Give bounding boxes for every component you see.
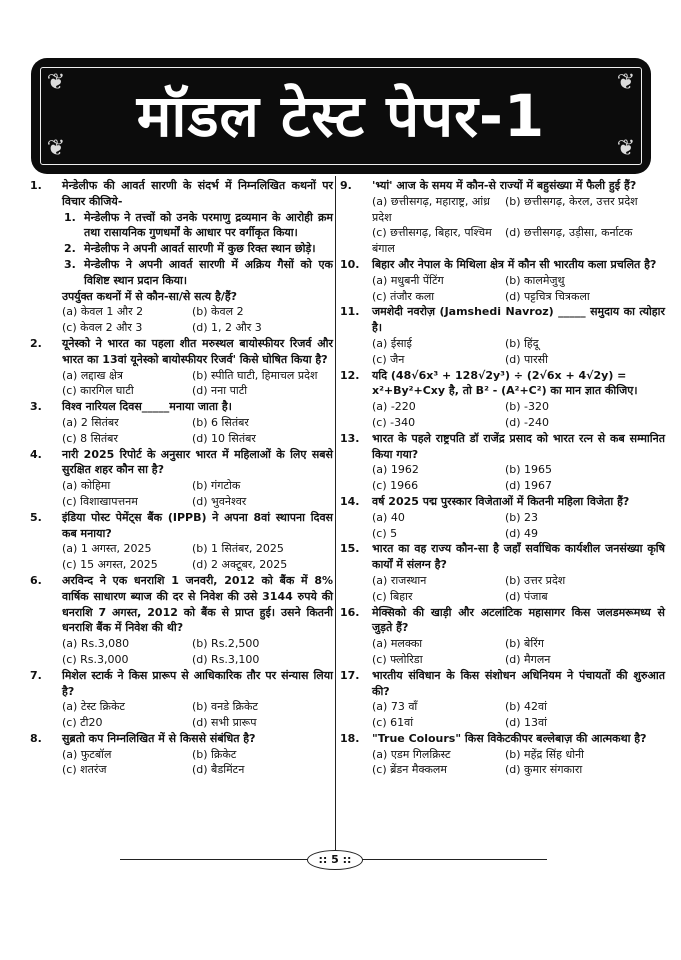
question-text: मिशेल स्टार्क ने किस प्रारूप से आधिकारिक तौर पर संन्यास लिया है? bbox=[62, 668, 333, 698]
question-text: वर्ष 2025 पद्म पुरस्कार विजेताओं में कितनी महिला विजेता हैं? bbox=[372, 494, 630, 508]
question-number: 11. bbox=[340, 305, 360, 319]
question-number: 10. bbox=[340, 257, 360, 271]
question-text: यूनेस्को ने भारत का पहला शीत मरुस्थल बायोस्फीयर रिजर्व और भारत का 13वां यूनेस्को बायोस्फीयर रिजर्व' किसे घोषित किया है? bbox=[62, 336, 333, 366]
question-body bbox=[372, 731, 665, 778]
question bbox=[340, 304, 665, 367]
option-c: (c) 61वां bbox=[372, 716, 414, 730]
question bbox=[30, 510, 333, 573]
question bbox=[340, 668, 665, 731]
option-b: (b) 1965 bbox=[505, 463, 553, 477]
option-b: (b) वनडे क्रिकेट bbox=[192, 700, 258, 714]
question-body bbox=[372, 431, 665, 494]
option-d: (d) 1967 bbox=[505, 479, 553, 493]
options bbox=[62, 415, 333, 447]
question-text: भारत का वह राज्य कौन-सा है जहाँ सर्वाधिक कार्यशील जनसंख्या कृषि कार्यों में संलग्न है? bbox=[372, 542, 665, 572]
option-a: (a) 1 अगस्त, 2025 bbox=[62, 542, 152, 556]
option-a: (a) मधुबनी पेंटिंग bbox=[372, 273, 444, 287]
question-text: नारी 2025 रिपोर्ट के अनुसार भारत में महिलाओं के लिए सबसे सुरक्षित शहर कौन सा है? bbox=[62, 447, 333, 477]
option-b: (b) कालमेजुथु bbox=[505, 273, 565, 287]
question-number: 13. bbox=[340, 431, 360, 445]
ornament-icon: ❦ bbox=[46, 70, 66, 95]
option-c: (c) Rs.3,000 bbox=[62, 652, 129, 666]
right-column bbox=[340, 178, 665, 778]
option-c: (c) तंजौर कला bbox=[372, 289, 435, 303]
option-a: (a) ईसाई bbox=[372, 336, 412, 350]
option-a: (a) एडम गिलक्रिस्ट bbox=[372, 747, 451, 761]
question bbox=[340, 605, 665, 668]
question-number: 8. bbox=[30, 731, 42, 745]
option-a: (a) 1962 bbox=[372, 463, 419, 477]
question-text: यदि (48√6x³ + 128√2y³) ÷ (2√6x + 4√2y) = bbox=[372, 368, 627, 382]
option-b: (b) Rs.2,500 bbox=[192, 637, 260, 651]
question-number: 2. bbox=[30, 336, 42, 350]
question bbox=[30, 447, 333, 510]
options bbox=[372, 573, 665, 605]
question-body bbox=[62, 573, 333, 668]
question-body bbox=[62, 668, 333, 731]
question-number: 12. bbox=[340, 368, 360, 382]
option-b: (b) 6 सितंबर bbox=[192, 415, 249, 429]
page-title: मॉडल टेस्ट पेपर-1 bbox=[136, 82, 546, 150]
option-d: (d) पट्टचित्र चित्रकला bbox=[505, 289, 590, 303]
options bbox=[372, 510, 665, 542]
question-body bbox=[372, 178, 665, 257]
option-b: (b) 42वां bbox=[505, 700, 548, 714]
option-c: (c) शतरंज bbox=[62, 763, 107, 777]
question bbox=[30, 573, 333, 668]
question bbox=[340, 178, 665, 257]
question-text: अरविन्द ने एक धनराशि 1 जनवरी, 2012 को बैंक में 8% वार्षिक साधारण ब्याज की दर से निवेश की उसे 3144 रुपये की धनराशि 7 अगस्त, 2012 को बैंक से प्राप्त हुई। उसने कितनी धनराशि बैंक में निवेश की थी? bbox=[62, 573, 333, 635]
option-c: (c) विशाखापत्तनम bbox=[62, 494, 138, 508]
question-text: भारतीय संविधान के किस संशोधन अधिनियम ने पंचायतों की शुरुआत की? bbox=[372, 668, 665, 698]
option-d: (d) 2 अक्टूबर, 2025 bbox=[192, 558, 288, 572]
options bbox=[62, 304, 333, 336]
question-body bbox=[372, 257, 665, 304]
option-a: (a) केवल 1 और 2 bbox=[62, 305, 144, 319]
question-body bbox=[62, 510, 333, 573]
option-b: (b) हिंदू bbox=[505, 336, 539, 350]
option-c: (c) छत्तीसगढ़, बिहार, पश्चिम बंगाल bbox=[372, 226, 492, 256]
question bbox=[340, 257, 665, 304]
statement bbox=[62, 210, 333, 242]
options bbox=[372, 462, 665, 494]
options bbox=[62, 541, 333, 573]
option-a: (a) छत्तीसगढ़, महाराष्ट्र, आंध्र प्रदेश bbox=[372, 194, 490, 224]
option-c: (c) 5 bbox=[372, 526, 398, 540]
option-b: (b) -320 bbox=[505, 400, 550, 414]
option-c: (c) केवल 2 और 3 bbox=[62, 321, 143, 335]
question-body bbox=[372, 494, 665, 541]
question-number: 6. bbox=[30, 573, 42, 587]
question-text-continued: x²+By²+Cxy है, तो B² - (A²+C²) का मान ज्ञात कीजिए। bbox=[372, 384, 638, 398]
question-number: 1. bbox=[30, 179, 42, 192]
option-c: (c) बिहार bbox=[372, 589, 413, 603]
option-d: (d) 49 bbox=[505, 526, 539, 540]
question-number: 18. bbox=[340, 731, 360, 745]
question bbox=[340, 368, 665, 431]
option-d: (d) छत्तीसगढ़, उड़ीसा, कर्नाटक bbox=[505, 226, 633, 240]
question-number: 3. bbox=[30, 400, 42, 414]
question-number: 7. bbox=[30, 668, 42, 682]
question bbox=[340, 431, 665, 494]
question-body bbox=[62, 336, 333, 399]
ornament-icon: ❦ bbox=[616, 70, 636, 95]
question bbox=[30, 731, 333, 778]
option-a: (a) 73 वाँ bbox=[372, 700, 418, 714]
question-text: इंडिया पोस्ट पेमेंट्स बैंक (IPPB) ने अपना 8वां स्थापना दिवस कब मनाया? bbox=[62, 510, 333, 540]
option-a: (a) -220 bbox=[372, 400, 416, 414]
question-number: 9. bbox=[340, 179, 352, 192]
question-prompt: उपर्युक्त कथनों में से कौन-सा/से सत्य है/हैं? bbox=[62, 289, 238, 303]
option-a: (a) 40 bbox=[372, 510, 405, 524]
option-c: (c) 1966 bbox=[372, 479, 419, 493]
question bbox=[340, 494, 665, 541]
statement-number: 1. bbox=[64, 210, 76, 224]
option-a: (a) 2 सितंबर bbox=[62, 415, 119, 429]
question bbox=[340, 731, 665, 778]
question-body bbox=[62, 731, 333, 778]
option-a: (a) कोहिमा bbox=[62, 479, 111, 493]
left-column bbox=[30, 178, 333, 778]
option-b: (b) 1 सितंबर, 2025 bbox=[192, 542, 284, 556]
question-text: सुब्रतो कप निम्नलिखित में से किससे संबंधित है? bbox=[62, 731, 256, 745]
option-a: (a) लद्दाख क्षेत्र bbox=[62, 368, 123, 382]
option-c: (c) -340 bbox=[372, 415, 416, 429]
column-divider bbox=[335, 176, 336, 856]
options bbox=[62, 478, 333, 510]
statement bbox=[62, 241, 333, 257]
options bbox=[372, 273, 665, 305]
option-b: (b) गंगटोक bbox=[192, 479, 241, 493]
option-d: (d) 13वां bbox=[505, 716, 548, 730]
option-b: (b) स्पीति घाटी, हिमाचल प्रदेश bbox=[192, 368, 318, 382]
options bbox=[62, 747, 333, 779]
option-d: (d) 10 सितंबर bbox=[192, 431, 256, 445]
option-d: (d) 1, 2 और 3 bbox=[192, 321, 262, 335]
question-text: विश्व नारियल दिवस_____मनाया जाता है। bbox=[62, 400, 232, 414]
question-body bbox=[372, 368, 665, 431]
option-a: (a) Rs.3,080 bbox=[62, 637, 130, 651]
question-body bbox=[372, 304, 665, 367]
question-number: 15. bbox=[340, 542, 360, 556]
question bbox=[30, 399, 333, 446]
question-number: 4. bbox=[30, 447, 42, 461]
question-text: भारत के पहले राष्ट्रपति डॉ राजेंद्र प्रसाद को भारत रत्न से कब सम्मानित किया गया? bbox=[372, 431, 665, 461]
question-body bbox=[62, 399, 333, 446]
question bbox=[30, 668, 333, 731]
statement-number: 3. bbox=[64, 257, 76, 271]
question-number: 5. bbox=[30, 510, 42, 524]
question-body bbox=[372, 668, 665, 731]
option-c: (c) फ्लोरिडा bbox=[372, 652, 423, 666]
question bbox=[30, 178, 333, 336]
option-b: (b) महेंद्र सिंह धोनी bbox=[505, 747, 585, 761]
option-d: (d) पंजाब bbox=[505, 589, 548, 603]
question-text: 'भ्यां' आज के समय में कौन-से राज्यों में बहुसंख्या में फैली हुई हैं? bbox=[372, 179, 637, 192]
options bbox=[372, 699, 665, 731]
question-body bbox=[372, 605, 665, 668]
option-d: (d) पारसी bbox=[505, 352, 548, 366]
option-d: (d) भुवनेश्वर bbox=[192, 494, 247, 508]
options bbox=[372, 194, 665, 257]
option-c: (c) टी20 bbox=[62, 716, 103, 730]
options bbox=[62, 636, 333, 668]
question-text: "True Colours" किस विकेटकीपर बल्लेबाज़ की आत्मकथा है? bbox=[372, 731, 647, 745]
option-a: (a) मलक्का bbox=[372, 637, 423, 651]
ornament-icon: ❦ bbox=[46, 136, 66, 161]
option-d: (d) कुमार संगकारा bbox=[505, 763, 583, 777]
option-a: (a) राजस्थान bbox=[372, 573, 427, 587]
question-body bbox=[372, 541, 665, 604]
options bbox=[62, 699, 333, 731]
ornament-icon: ❦ bbox=[616, 136, 636, 161]
option-b: (b) क्रिकेट bbox=[192, 747, 237, 761]
question bbox=[30, 336, 333, 399]
statement-text: मेन्डेलीफ ने अपनी आवर्त सारणी में कुछ रिक्त स्थान छोड़े। bbox=[84, 242, 316, 256]
option-d: (d) सभी प्रारूप bbox=[192, 716, 257, 730]
statement-text: मेन्डेलीफ ने तत्त्वों को उनके परमाणु द्रव्यमान के आरोही क्रम तथा रासायनिक गुणधर्मों के आधार पर वर्गीकृत किया। bbox=[84, 210, 333, 240]
question-text: मेन्डेलीफ की आवर्त सारणी के संदर्भ में निम्नलिखित कथनों पर विचार कीजिये- bbox=[62, 179, 333, 208]
options bbox=[372, 747, 665, 779]
option-d: (d) Rs.3,100 bbox=[192, 652, 260, 666]
question-body bbox=[62, 178, 333, 336]
question-text: मेक्सिको की खाड़ी और अटलांटिक महासागर किस जलडमरूमध्य से जुड़ते हैं? bbox=[372, 605, 665, 635]
option-d: (d) मैगलन bbox=[505, 652, 551, 666]
option-d: (d) बैडमिंटन bbox=[192, 763, 245, 777]
option-b: (b) बेरिंग bbox=[505, 637, 544, 651]
question-text: जमशेदी नवरोज़ (Jamshedi Navroz) _____ समुदाय का त्योहार है। bbox=[372, 305, 665, 335]
options bbox=[372, 336, 665, 368]
statement bbox=[62, 257, 333, 289]
option-b: (b) केवल 2 bbox=[192, 305, 244, 319]
option-c: (c) कारगिल घाटी bbox=[62, 384, 134, 398]
page-number: :: 5 :: bbox=[307, 850, 363, 870]
statement-number: 2. bbox=[64, 242, 76, 256]
option-b: (b) छत्तीसगढ़, केरल, उत्तर प्रदेश bbox=[505, 194, 638, 208]
question-number: 17. bbox=[340, 668, 360, 682]
option-b: (b) 23 bbox=[505, 510, 539, 524]
option-c: (c) जैन bbox=[372, 352, 405, 366]
statement-text: मेन्डेलीफ ने अपनी आवर्त सारणी में अक्रिय गैसों को एक विशिष्ट स्थान प्रदान किया। bbox=[84, 257, 333, 287]
options bbox=[372, 636, 665, 668]
option-b: (b) उत्तर प्रदेश bbox=[505, 573, 566, 587]
options bbox=[62, 368, 333, 400]
option-d: (d) -240 bbox=[505, 415, 550, 429]
option-a: (a) टेस्ट क्रिकेट bbox=[62, 700, 125, 714]
option-a: (a) फुटबॉल bbox=[62, 747, 112, 761]
question-number: 14. bbox=[340, 494, 360, 508]
option-d: (d) नना पाटी bbox=[192, 384, 248, 398]
question-text: बिहार और नेपाल के मिथिला क्षेत्र में कौन सी भारतीय कला प्रचलित है? bbox=[372, 257, 657, 271]
question bbox=[340, 541, 665, 604]
options bbox=[372, 399, 665, 431]
question-number: 16. bbox=[340, 605, 360, 619]
question-body bbox=[62, 447, 333, 510]
option-c: (c) 8 सितंबर bbox=[62, 431, 118, 445]
option-c: (c) ब्रेंडन मैक्कलम bbox=[372, 763, 447, 777]
option-c: (c) 15 अगस्त, 2025 bbox=[62, 558, 158, 572]
title-banner bbox=[31, 58, 651, 174]
